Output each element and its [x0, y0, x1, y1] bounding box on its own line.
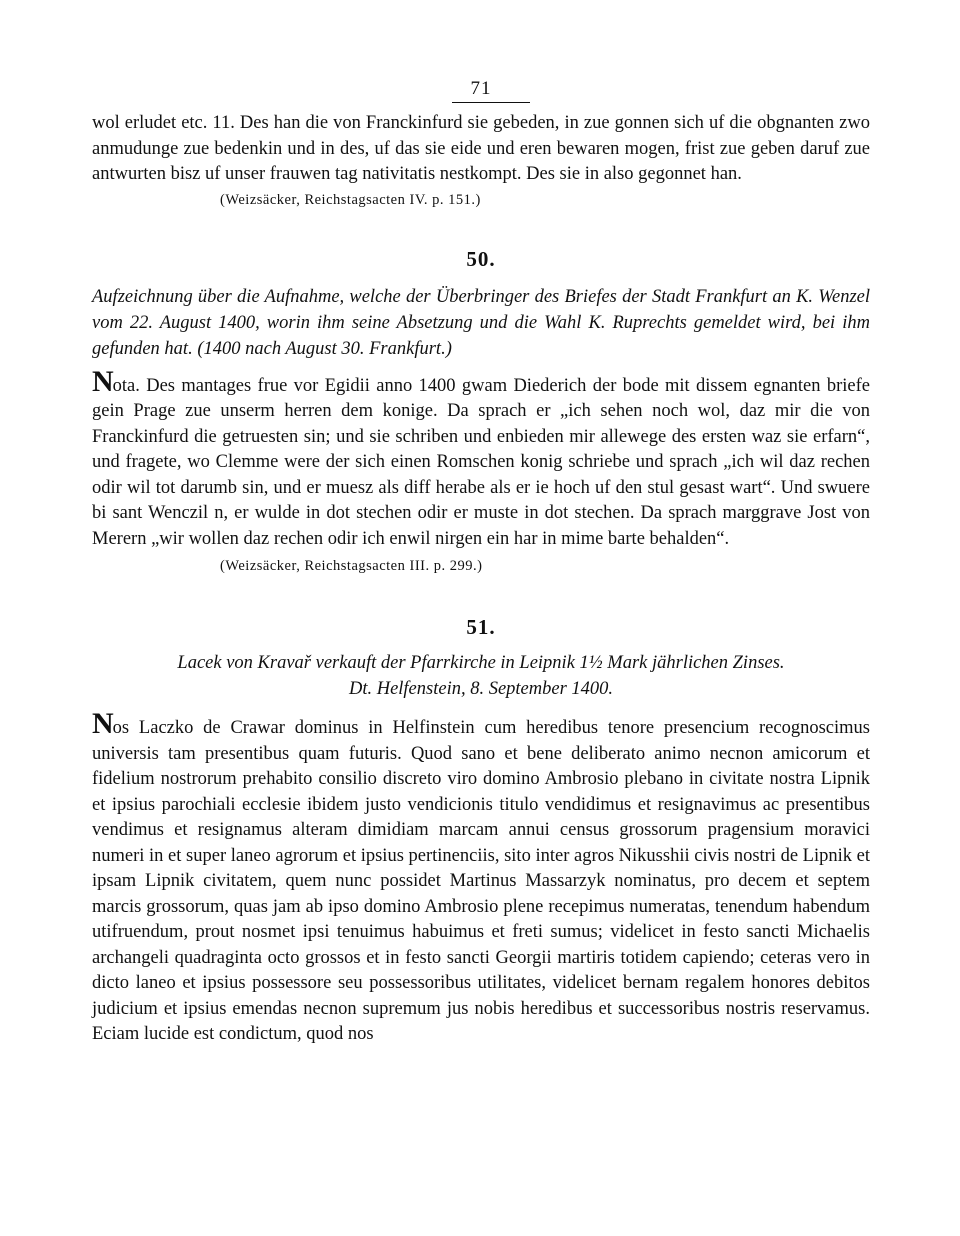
page-number: 71 [470, 78, 492, 99]
document-body [92, 707, 870, 1048]
initial-letter: N [92, 364, 113, 398]
source-citation: (Weizsäcker, Reichstagsacten III. p. 299.) [220, 558, 483, 574]
body-text: ota. Des mantages frue vor Egidii anno 1400 gwam Diederich der bode mit dissem egnanten briefe gein Prage zue unserm herren dem konige. Da sprach er „ich sehen noch wol, daz mir die von Franckinfurd die getruesten sin; und sie schriben und enbieden mir allewege des ersten waz sie erfarn“, und fragete, wo Clemme were der sich einen Romschen konig schriebe und sprach „ich wil daz rechen odir wil tot darumb sin, und er muesz als diff herabe als er ie hoch uf den stul gesast wart“. Und swuere bi sant Wenczil n, er wulde in dot stechen odir er muste in dot stechen. Da sprach marggrave Jost von Merern „wir wollen daz rechen odir ich enwil nirgen ein har in mime barte behalden“. [92, 375, 870, 549]
header-rule [452, 102, 530, 103]
source-citation: (Weizsäcker, Reichstagsacten IV. p. 151.) [220, 191, 481, 208]
continued-paragraph: wol erludet etc. 11. Des han die von Franckinfurd sie gebeden, in zue gonnen sich uf die obgnanten zwo anmudunge zue bedenkin und in des, uf das sie eide und eren bewaren mogen, frist zue geben daruf zue antwurten bisz uf unser frauwen tag nativitatis nestkompt. Des sie in also gegonnet han. [92, 113, 870, 184]
body-text: os Laczko de Crawar dominus in Helfinstein cum heredibus tenore presencium recognoscimus universis tam presentibus quam futuris. Quod sano et bene deliberato animo necnon amicorum et fidelium nostrorum prehabito consilio discreto viro domino Ambrosio plebano in civitate nostra Lipnik et ipsius parochiali ecclesie ibidem justo vendicionis titulo vendidimus et resignavimus ac presentibus vendimus et resignamus alteram dimidiam marcam annui census grossorum pragensium moravici numeri in et super laneo agrorum et ipsius pertinenciis, sito inter agros Nikusshii civis nostri de Lipnik et ipsam Lipnik civitatem, quem nunc possidet Martinus Massarzyk nominatus, pro decem et septem marcis grossorum, quas jam ab ipso domino Ambrosio plene recepimus numeratas, tenendum habendum utifruendum, prout nosmet ipsi tenuimus habuimus et freti sumus; videlicet in festo sancti Michaelis archangeli quadraginta octo grossos et in festo sancti Georgii martiris totidem capiendo; ceteras vero in dicto laneo et ipsius possessore seu possessoribus utilitates, videlicet bernam regalem honores debitos judicium et ipsius emendas necnon supremum jus nobis heredibus et successoribus nostris reservamus. Eciam lucide est condictum, quod nos [92, 718, 870, 1044]
document-body [92, 364, 870, 553]
document-page [92, 78, 870, 1048]
document-number: 50. [466, 246, 496, 271]
document-number: 51. [466, 615, 496, 639]
document-date-place: Dt. Helfenstein, 8. September 1400. [348, 679, 614, 699]
document-heading: Aufzeichnung über die Aufnahme, welche der Überbringer des Briefes der Stadt Frankfurt an K. Wenzel vom 22. August 1400, worin ihm seine Absetzung und die Wahl K. Ruprechts gemeldet wird, bei ihm gefunden hat. (1400 nach August 30. Frankfurt.) [92, 286, 870, 359]
initial-letter: N [92, 707, 113, 740]
document-heading: Lacek von Kravař verkauft der Pfarrkirche in Leipnik 1½ Mark jährlichen Zinses. [177, 653, 785, 673]
